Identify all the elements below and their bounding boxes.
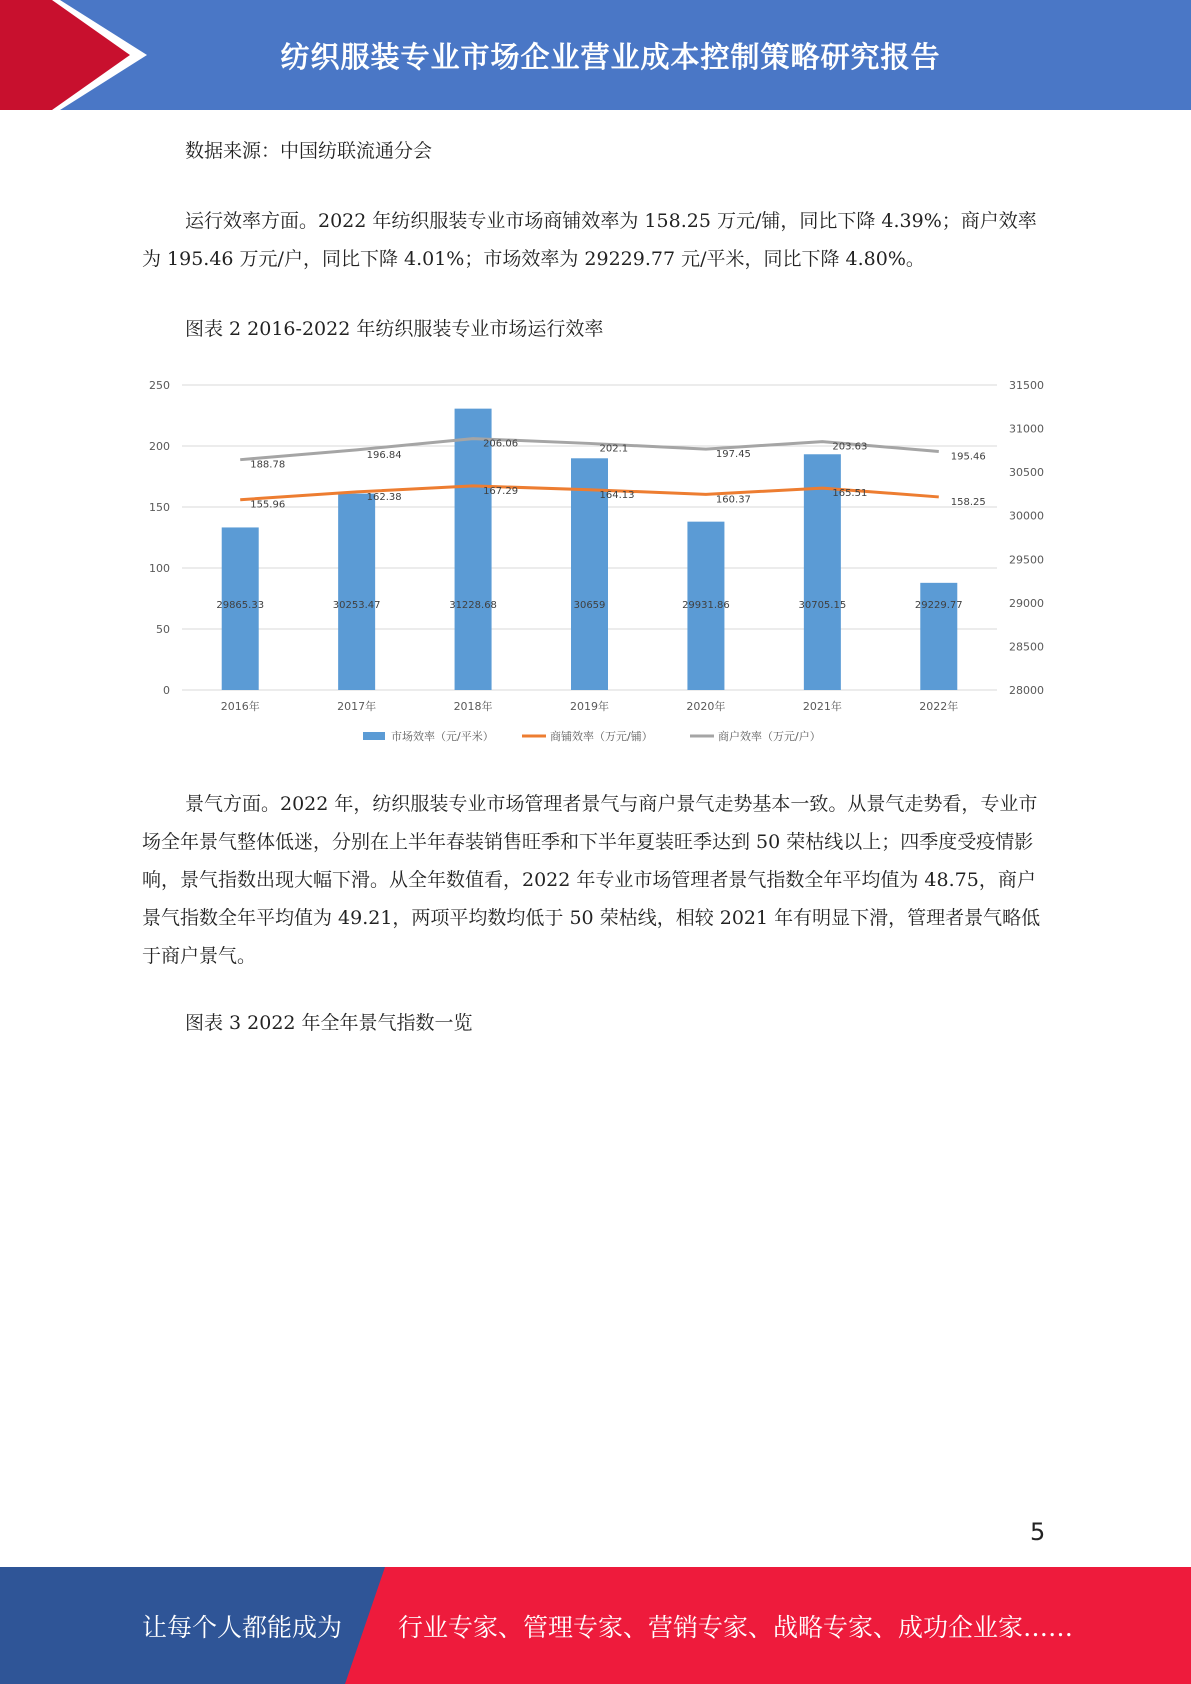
bar-data-label: 29865.33	[216, 600, 265, 611]
y-left-tick-label: 0	[163, 684, 170, 697]
page-footer	[0, 1567, 1191, 1684]
line-data-label: 167.29	[483, 485, 519, 497]
line-data-label: 196.84	[366, 449, 402, 461]
x-tick-label: 2020年	[686, 700, 726, 713]
footer-slogan-right: 行业专家、管理专家、营销专家、战略专家、成功企业家……	[398, 1612, 1074, 1642]
x-tick-label: 2017年	[337, 700, 377, 713]
line-data-label: 162.38	[366, 491, 402, 503]
bar-data-label: 30659	[573, 600, 606, 611]
x-tick-label: 2018年	[453, 700, 493, 713]
y-right-tick-label: 28000	[1009, 684, 1044, 697]
y-left-tick-label: 200	[149, 440, 170, 453]
y-left-tick-label: 150	[149, 501, 170, 514]
line-data-label: 164.13	[599, 489, 635, 501]
bar-data-label: 29229.77	[914, 600, 963, 611]
x-tick-label: 2019年	[570, 700, 609, 713]
line-data-label: 165.51	[832, 488, 868, 500]
efficiency-chart	[142, 368, 1052, 748]
x-tick-label: 2022年	[919, 700, 959, 713]
line-data-label: 155.96	[250, 499, 286, 511]
legend-label: 商户效率（万元/户）	[718, 730, 821, 743]
line-data-label: 158.25	[950, 496, 986, 508]
y-right-tick-label: 31500	[1009, 379, 1044, 392]
y-left-tick-label: 250	[149, 379, 170, 392]
sentiment-paragraph: 景气方面。2022 年，纺织服装专业市场管理者景气与商户景气走势基本一致。从景气走势看，专业市场全年景气整体低迷，分别在上半年春装销售旺季和下半年夏装旺季达到 50 荣枯线以上；四季度受疫情影响，景气指数出现大幅下滑。从全年数值看，2022 年专业市场管理者景气指数全年平均值为 48.75，商户景气指数全年平均值为 49.21，两项平均数均低于 50 荣枯线，相较 2021 年有明显下滑，管理者景气略低于商户景气。	[142, 793, 1041, 967]
y-left-tick-label: 50	[156, 623, 170, 636]
bar-data-label: 30253.47	[332, 600, 381, 611]
efficiency-chart-svg	[142, 368, 1052, 748]
line-data-label: 202.1	[599, 443, 629, 455]
figure-3-caption: 图表 3 2022 年全年景气指数一览	[185, 1012, 473, 1034]
y-right-tick-label: 30500	[1009, 466, 1044, 480]
report-title: 纺织服装专业市场企业营业成本控制策略研究报告	[280, 39, 941, 74]
bar-market-efficiency	[920, 583, 957, 690]
legend-swatch	[363, 732, 385, 740]
figure-2-caption: 图表 2 2016-2022 年纺织服装专业市场运行效率	[185, 318, 604, 340]
line-data-label: 203.63	[832, 441, 868, 453]
bar-data-label: 29931.86	[682, 600, 730, 611]
data-source: 数据来源：中国纺联流通分会	[185, 140, 433, 162]
page-header	[0, 0, 1191, 110]
line-data-label: 206.06	[483, 438, 519, 450]
y-right-tick-label: 29000	[1009, 596, 1044, 610]
x-tick-label: 2021年	[802, 700, 842, 713]
bar-market-efficiency	[455, 409, 492, 690]
y-right-tick-label: 28500	[1009, 640, 1044, 654]
line-data-label: 197.45	[715, 449, 751, 461]
efficiency-paragraph: 运行效率方面。2022 年纺织服装专业市场商铺效率为 158.25 万元/铺，同比下降 4.39%；商户效率为 195.46 万元/户，同比下降 4.01%；市场效率为 29229.77 元/平米，同比下降 4.80%。	[142, 210, 1037, 270]
footer-slogan-left: 让每个人都能成为	[142, 1612, 343, 1642]
y-right-tick-label: 30000	[1009, 509, 1044, 523]
line-data-label: 188.78	[250, 459, 286, 471]
line-data-label: 160.37	[715, 494, 751, 506]
y-right-tick-label: 31000	[1009, 422, 1044, 436]
bar-data-label: 31228.68	[449, 600, 497, 611]
y-left-tick-label: 100	[149, 562, 170, 575]
legend-label: 商铺效率（万元/铺）	[550, 730, 653, 743]
bar-data-label: 30705.15	[798, 600, 847, 611]
line-data-label: 195.46	[950, 451, 986, 463]
bar-market-efficiency	[338, 494, 375, 690]
legend-label: 市场效率（元/平米）	[391, 730, 494, 743]
y-right-tick-label: 29500	[1009, 553, 1044, 567]
header-arrow-decoration	[0, 0, 150, 110]
page-number: 5	[1030, 1518, 1046, 1546]
x-tick-label: 2016年	[220, 700, 260, 713]
